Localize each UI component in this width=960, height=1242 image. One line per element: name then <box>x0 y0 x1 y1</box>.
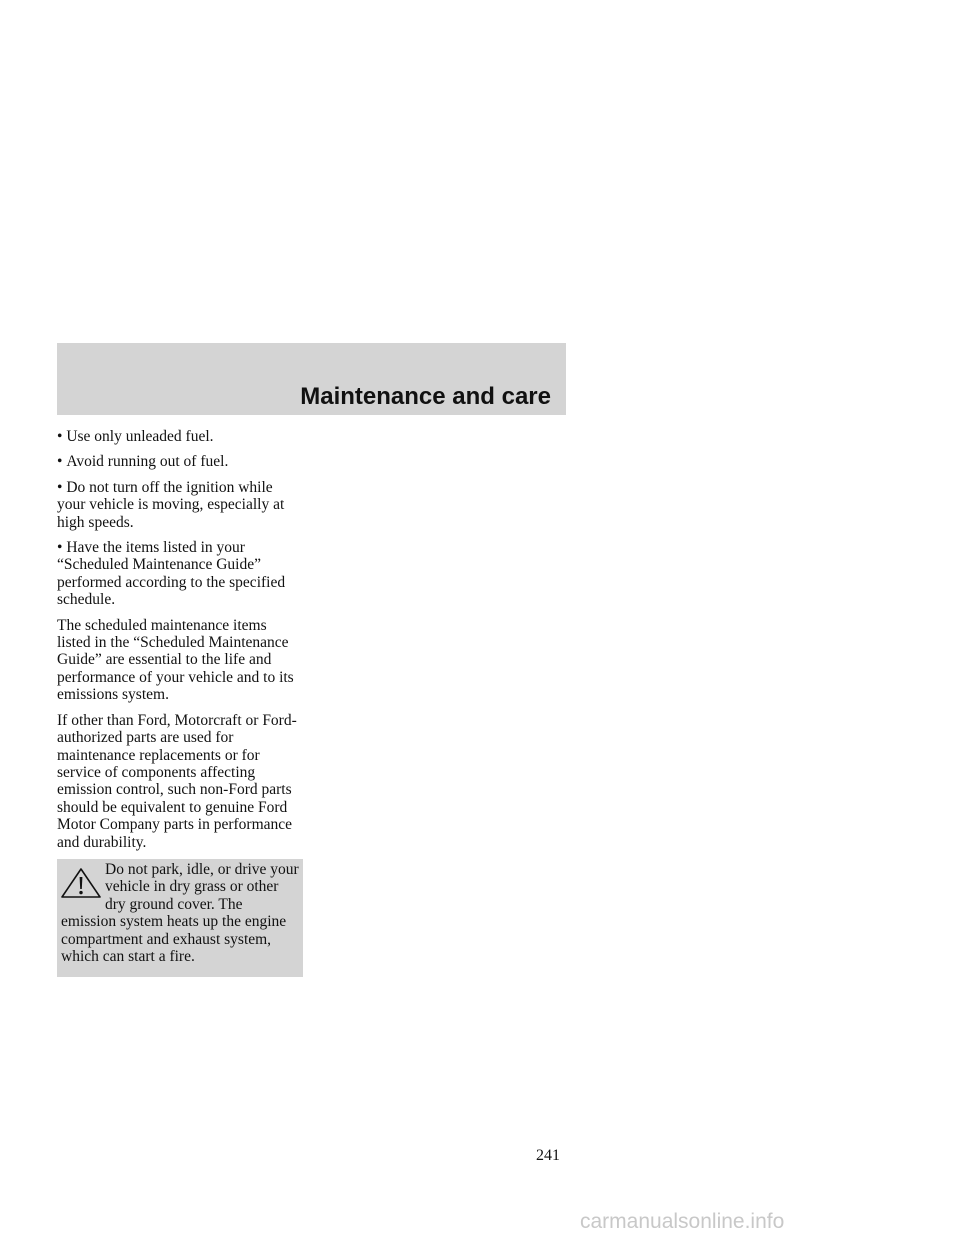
paragraph: If other than Ford, Motorcraft or Ford-authorized parts are used for maintenance replacements or for service of components affecting emission control, such non-Ford parts should be equivalent to genuine Ford Motor Company parts in performance and durability. <box>57 711 297 851</box>
section-title: Maintenance and care <box>300 383 551 410</box>
bullet-item: • Avoid running out of fuel. <box>57 453 303 470</box>
watermark: carmanualsonline.info <box>580 1210 785 1233</box>
bullet-item: • Do not turn off the ignition while your vehicle is moving, especially at high speeds. <box>57 479 303 531</box>
main-column <box>57 428 303 977</box>
warning-text: Do not park, idle, or drive your vehicle in dry grass or other dry ground cover. The emission system heats up the engine compartment and exhaust system, which can start a fire. <box>61 860 299 965</box>
warning-box <box>57 859 303 977</box>
paragraph: The scheduled maintenance items listed in the “Scheduled Maintenance Guide” are essential to the life and performance of your vehicle and to its emissions system. <box>57 616 294 704</box>
section-header <box>57 343 566 415</box>
bullet-item: • Use only unleaded fuel. <box>57 428 303 445</box>
warning-triangle-icon <box>59 866 103 900</box>
page-number: 241 <box>536 1147 560 1164</box>
bullet-item: • Have the items listed in your “Scheduled Maintenance Guide” performed according to the specified schedule. <box>57 539 303 609</box>
